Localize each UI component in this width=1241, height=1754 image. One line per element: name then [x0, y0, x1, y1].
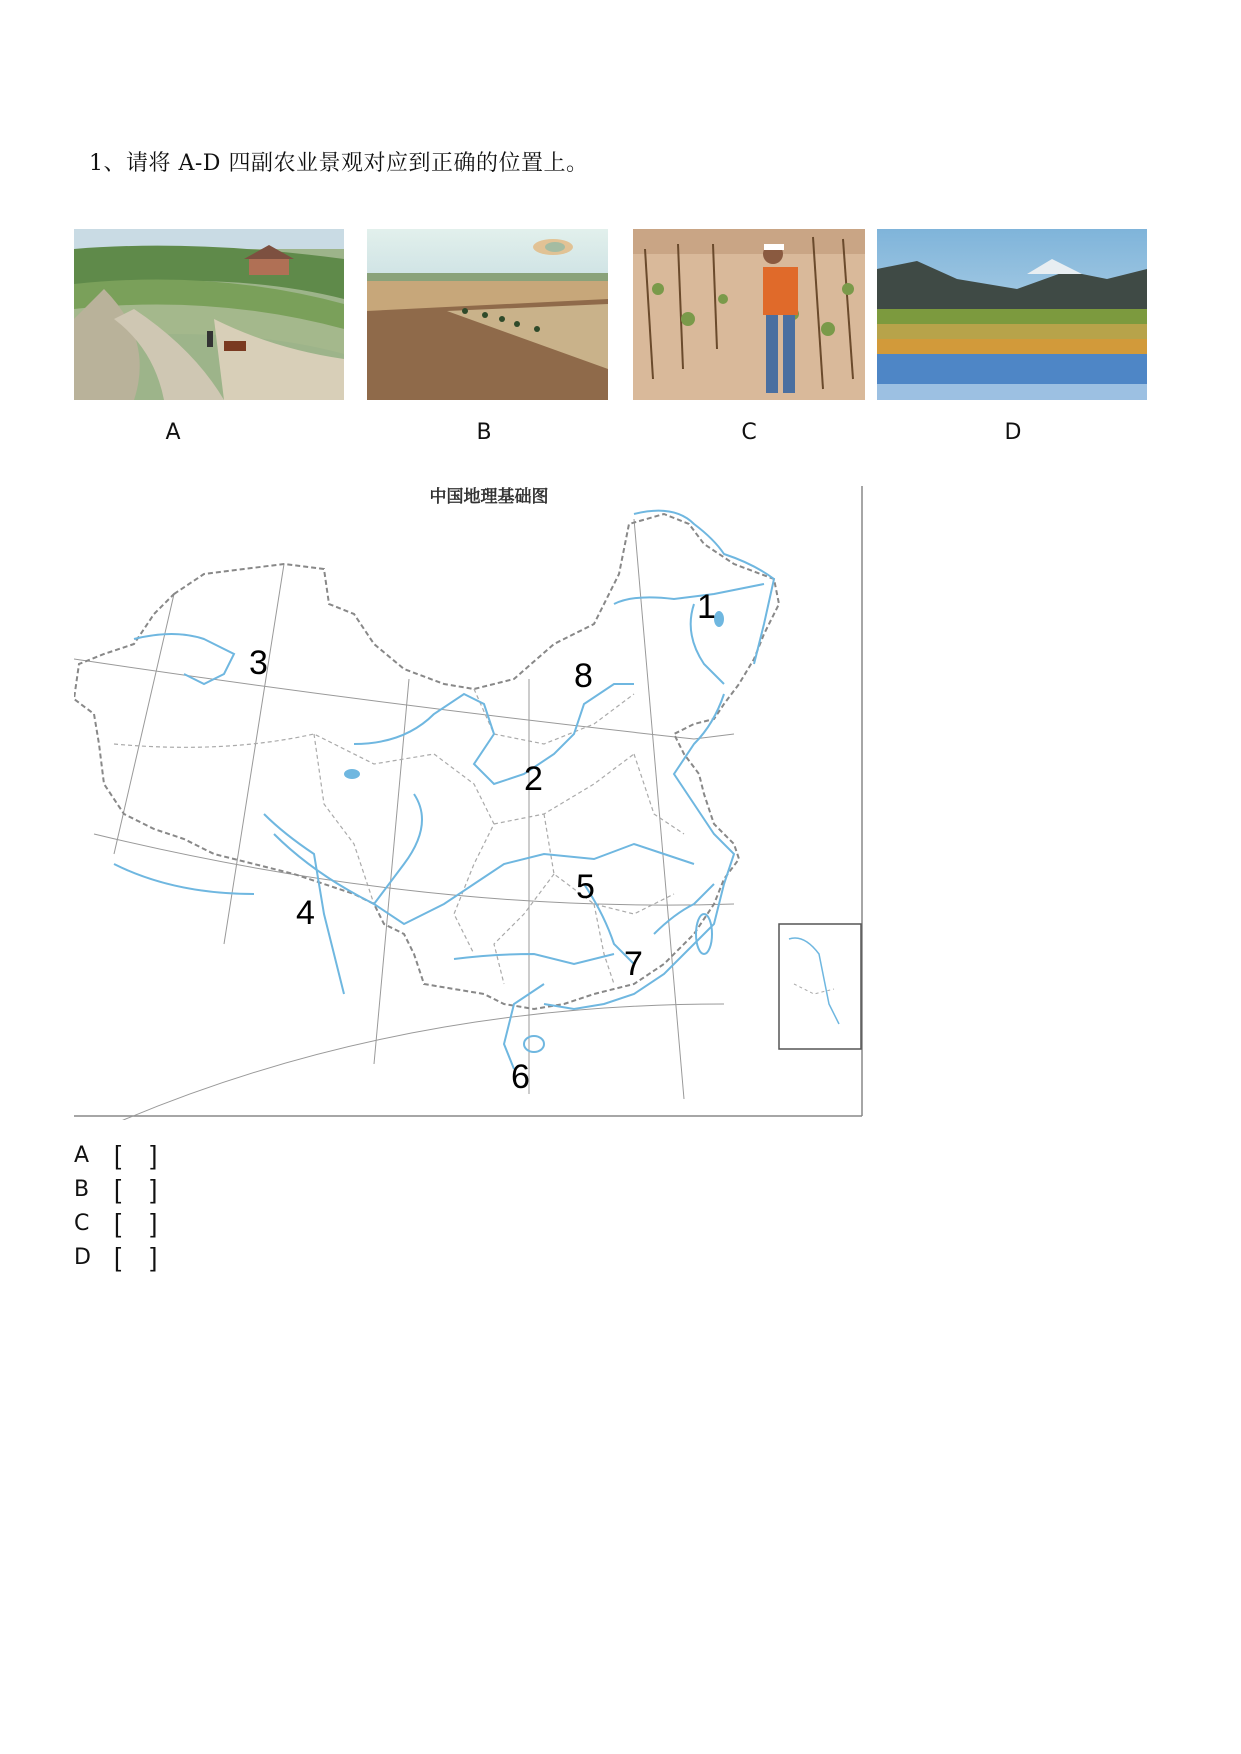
answer-row-a: [74, 1138, 157, 1172]
wheat-harvest-field-icon: [367, 229, 608, 400]
highland-river-valley-icon: [877, 229, 1147, 400]
photo-d: [877, 229, 1147, 400]
photo-a: [74, 229, 344, 400]
terraced-rice-field-icon: [74, 229, 344, 400]
photo-b: [367, 229, 608, 400]
answer-row-b: [74, 1172, 157, 1206]
answer-letter: B: [74, 1176, 90, 1202]
map-marker-2: 2: [524, 760, 543, 798]
map-marker-4: 4: [296, 894, 315, 932]
map-marker-8: 8: [574, 657, 593, 695]
photo-c-caption: C: [741, 420, 757, 445]
answer-row-c: [74, 1206, 157, 1240]
photo-c: [633, 229, 865, 400]
china-outline-map: [74, 484, 864, 1120]
answer-letter: D: [74, 1244, 91, 1270]
answer-blank-a[interactable]: [ ]: [114, 1139, 158, 1170]
desert-vineyard-icon: [633, 229, 865, 400]
map-marker-1: 1: [697, 588, 716, 626]
map-marker-5: 5: [576, 868, 595, 906]
map-marker-3: 3: [249, 644, 268, 682]
answer-blank-b[interactable]: [ ]: [114, 1173, 158, 1204]
answer-list: [74, 1138, 157, 1274]
photo-d-caption: D: [1004, 420, 1022, 445]
answer-letter: A: [74, 1142, 90, 1168]
answer-row-d: [74, 1240, 157, 1274]
map-title: 中国地理基础图: [429, 487, 549, 507]
answer-letter: C: [74, 1210, 90, 1236]
map-marker-7: 7: [624, 945, 643, 983]
answer-blank-d[interactable]: [ ]: [114, 1241, 158, 1272]
question-text: 1、请将 A-D 四副农业景观对应到正确的位置上。: [89, 151, 589, 176]
photo-a-caption: A: [165, 420, 181, 445]
answer-blank-c[interactable]: [ ]: [114, 1207, 158, 1238]
map-marker-6: 6: [511, 1058, 530, 1096]
china-map: [74, 484, 864, 1120]
photo-b-caption: B: [476, 420, 492, 445]
